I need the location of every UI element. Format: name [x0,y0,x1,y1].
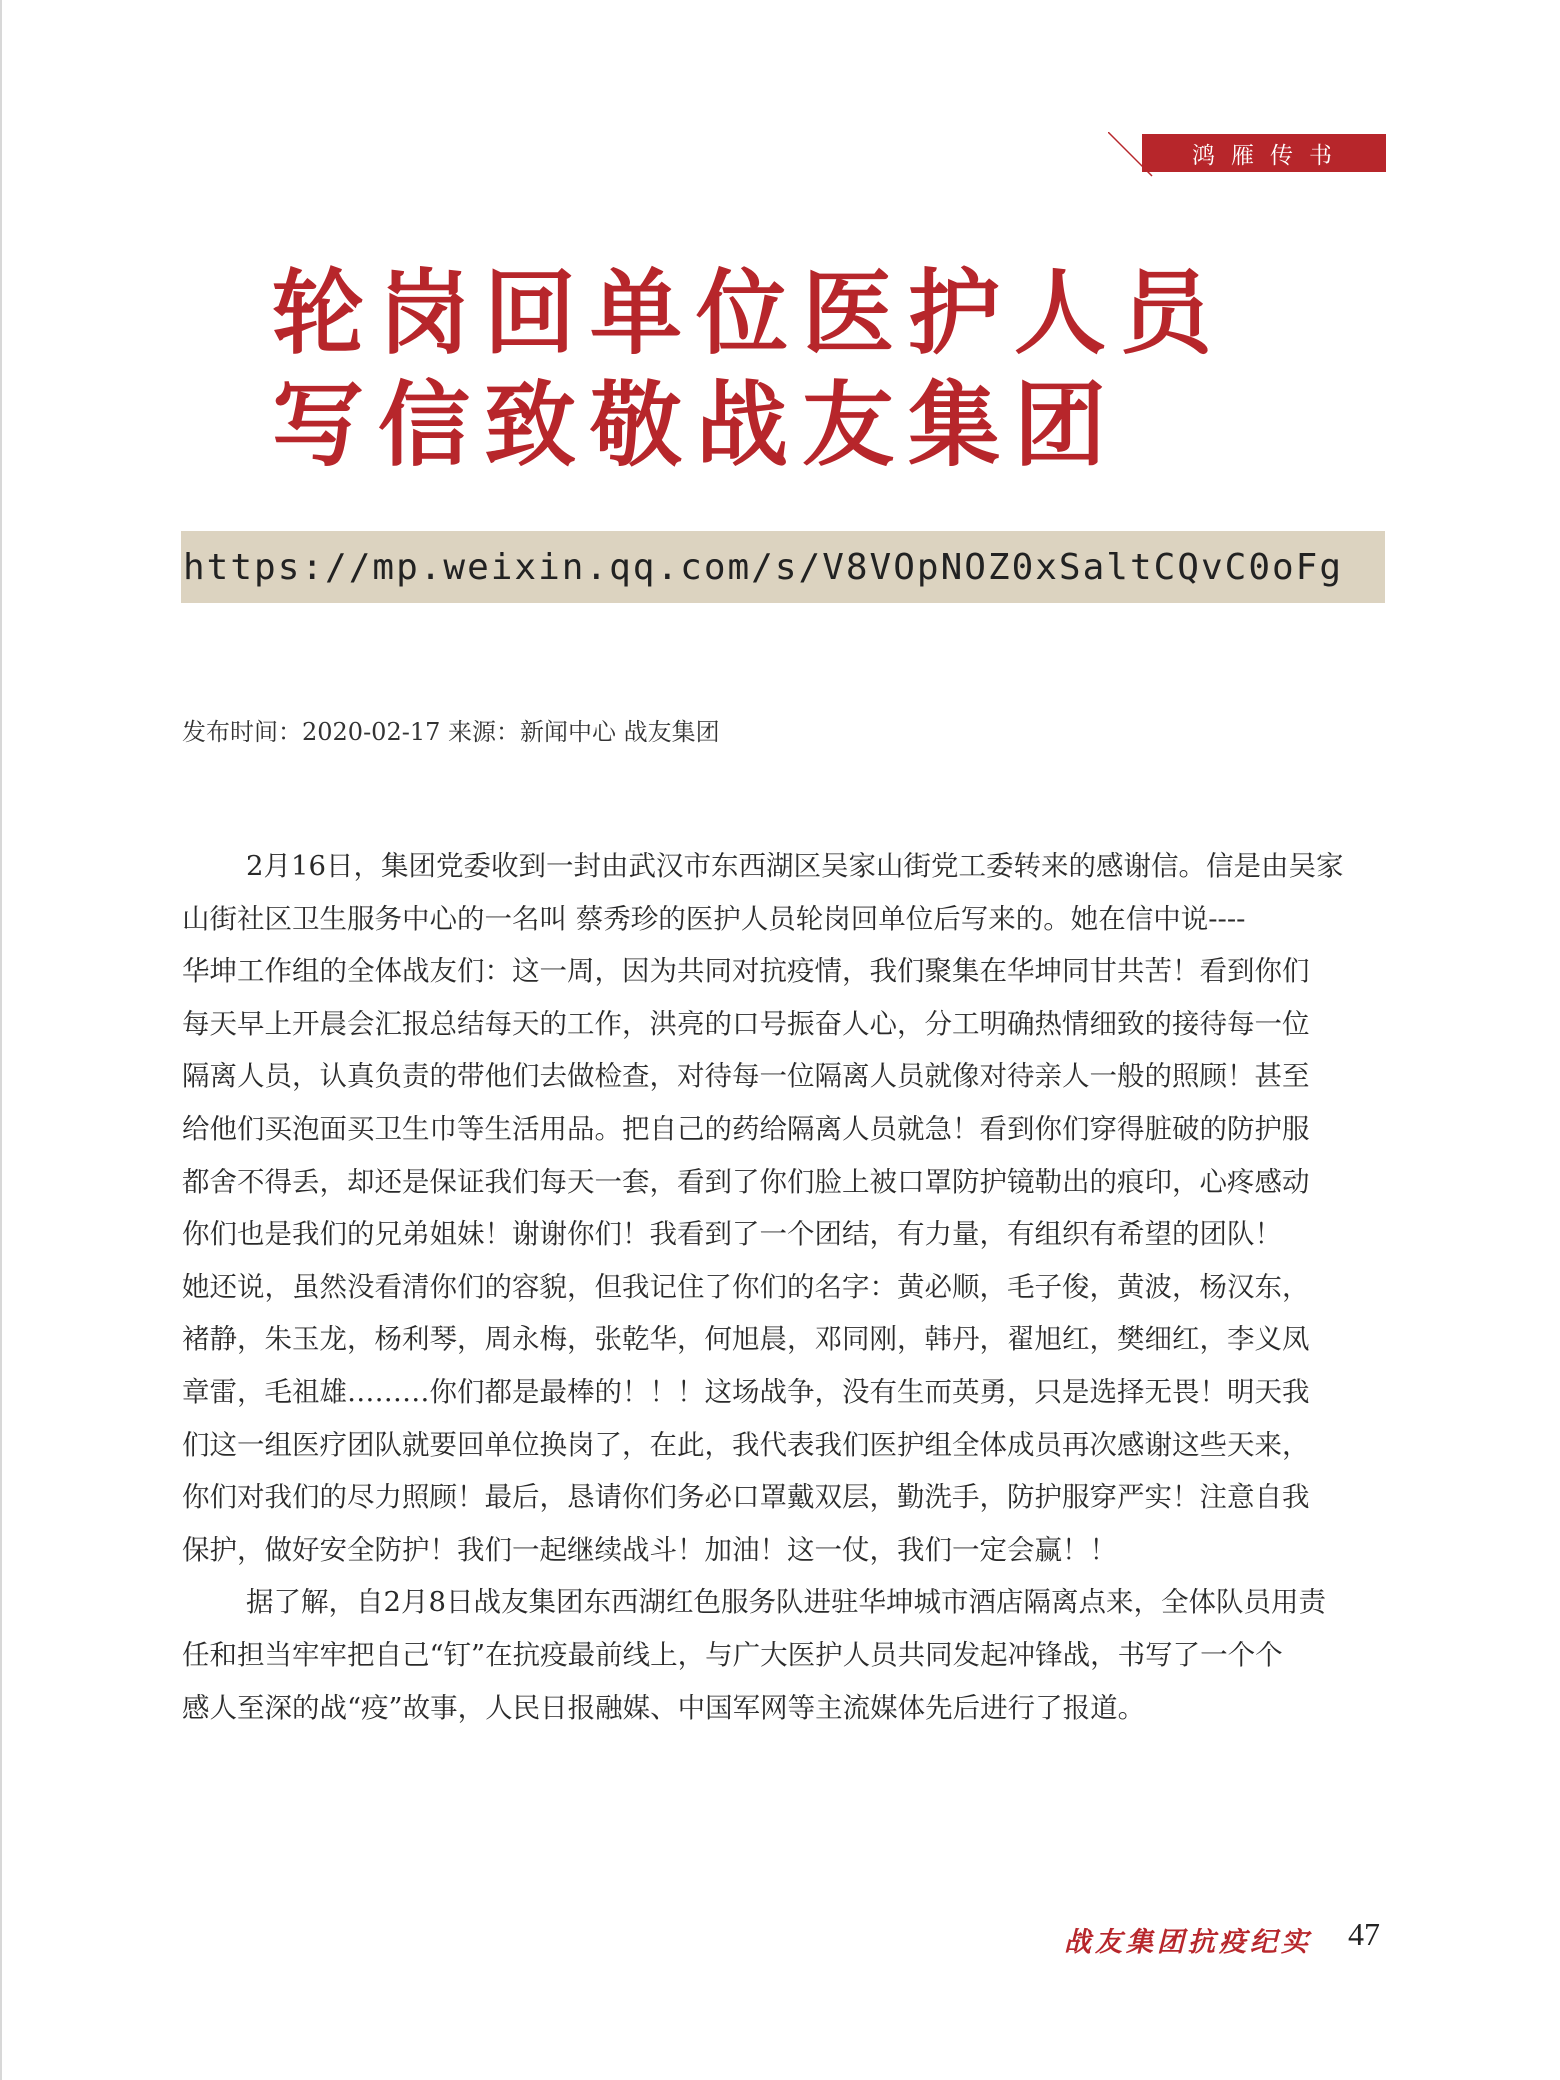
body-line: 华坤工作组的全体战友们：这一周，因为共同对抗疫情，我们聚集在华坤同甘共苦！看到你们 [182,955,1310,988]
body-line: 褚静，朱玉龙，杨利琴，周永梅，张乾华，何旭晨，邓同刚，韩丹，翟旭红，樊细红，李义凤 [182,1323,1310,1356]
article-title [272,258,1372,482]
body-line: 山街社区卫生服务中心的一名叫 蔡秀珍的医护人员轮岗回单位后写来的。她在信中说---- [182,902,1246,935]
body-line: 每天早上开晨会汇报总结每天的工作，洪亮的口号振奋人心，分工明确热情细致的接待每一位 [182,1007,1310,1040]
footer-book-title: 战友集团抗疫纪实 [1064,1927,1312,1958]
body-line: 保护，做好安全防护！我们一起继续战斗！加油！这一仗，我们一定会赢！！ [182,1533,1117,1566]
article-body [182,840,1392,1734]
body-line: 任和担当牢牢把自己“钉”在抗疫最前线上，与广大医护人员共同发起冲锋战，书写了一个个 [182,1638,1283,1671]
section-tag: 鸿雁传书 [1142,134,1386,172]
body-line: 给他们买泡面买卫生巾等生活用品。把自己的药给隔离人员就急！看到你们穿得脏破的防护服 [182,1112,1310,1145]
body-line: 你们对我们的尽力照顾！最后，恳请你们务必口罩戴双层，勤洗手，防护服穿严实！注意自我 [182,1481,1310,1514]
body-line: 感人至深的战“疫”故事，人民日报融媒、中国军网等主流媒体先后进行了报道。 [182,1691,1146,1724]
page-number: 47 [1348,1916,1380,1952]
article-url[interactable]: https://mp.weixin.qq.com/s/V8VOpNOZ0xSaltCQvC0oFg [183,546,1344,588]
body-line: 你们也是我们的兄弟姐妹！谢谢你们！我看到了一个团结，有力量，有组织有希望的团队！ [182,1218,1282,1251]
title-line-2: 写信致敬战友集团 [272,372,1121,479]
body-line: 章雷，毛祖雄………你们都是最棒的！！！这场战争，没有生而英勇，只是选择无畏！明天我 [182,1375,1310,1408]
body-line: 们这一组医疗团队就要回单位换岗了，在此，我代表我们医护组全体成员再次感谢这些天来， [182,1428,1310,1461]
body-line: 都舍不得丢，却还是保证我们每天一套，看到了你们脸上被口罩防护镜勒出的痕印，心疼感动 [182,1165,1310,1198]
body-line: 据了解，自2月8日战友集团东西湖红色服务队进驻华坤城市酒店隔离点来，全体队员用责 [246,1586,1326,1619]
body-line: 隔离人员，认真负责的带他们去做检查，对待每一位隔离人员就像对待亲人一般的照顾！甚至 [182,1060,1310,1093]
publish-meta: 发布时间：2020-02-17 来源：新闻中心 战友集团 [182,718,720,746]
title-line-1: 轮岗回单位医护人员 [272,260,1227,367]
body-line: 2月16日，集团党委收到一封由武汉市东西湖区吴家山街党工委转来的感谢信。信是由吴家 [246,850,1344,882]
body-line: 她还说，虽然没看清你们的容貌，但我记住了你们的名字：黄必顺，毛子俊，黄波，杨汉东， [182,1270,1310,1303]
